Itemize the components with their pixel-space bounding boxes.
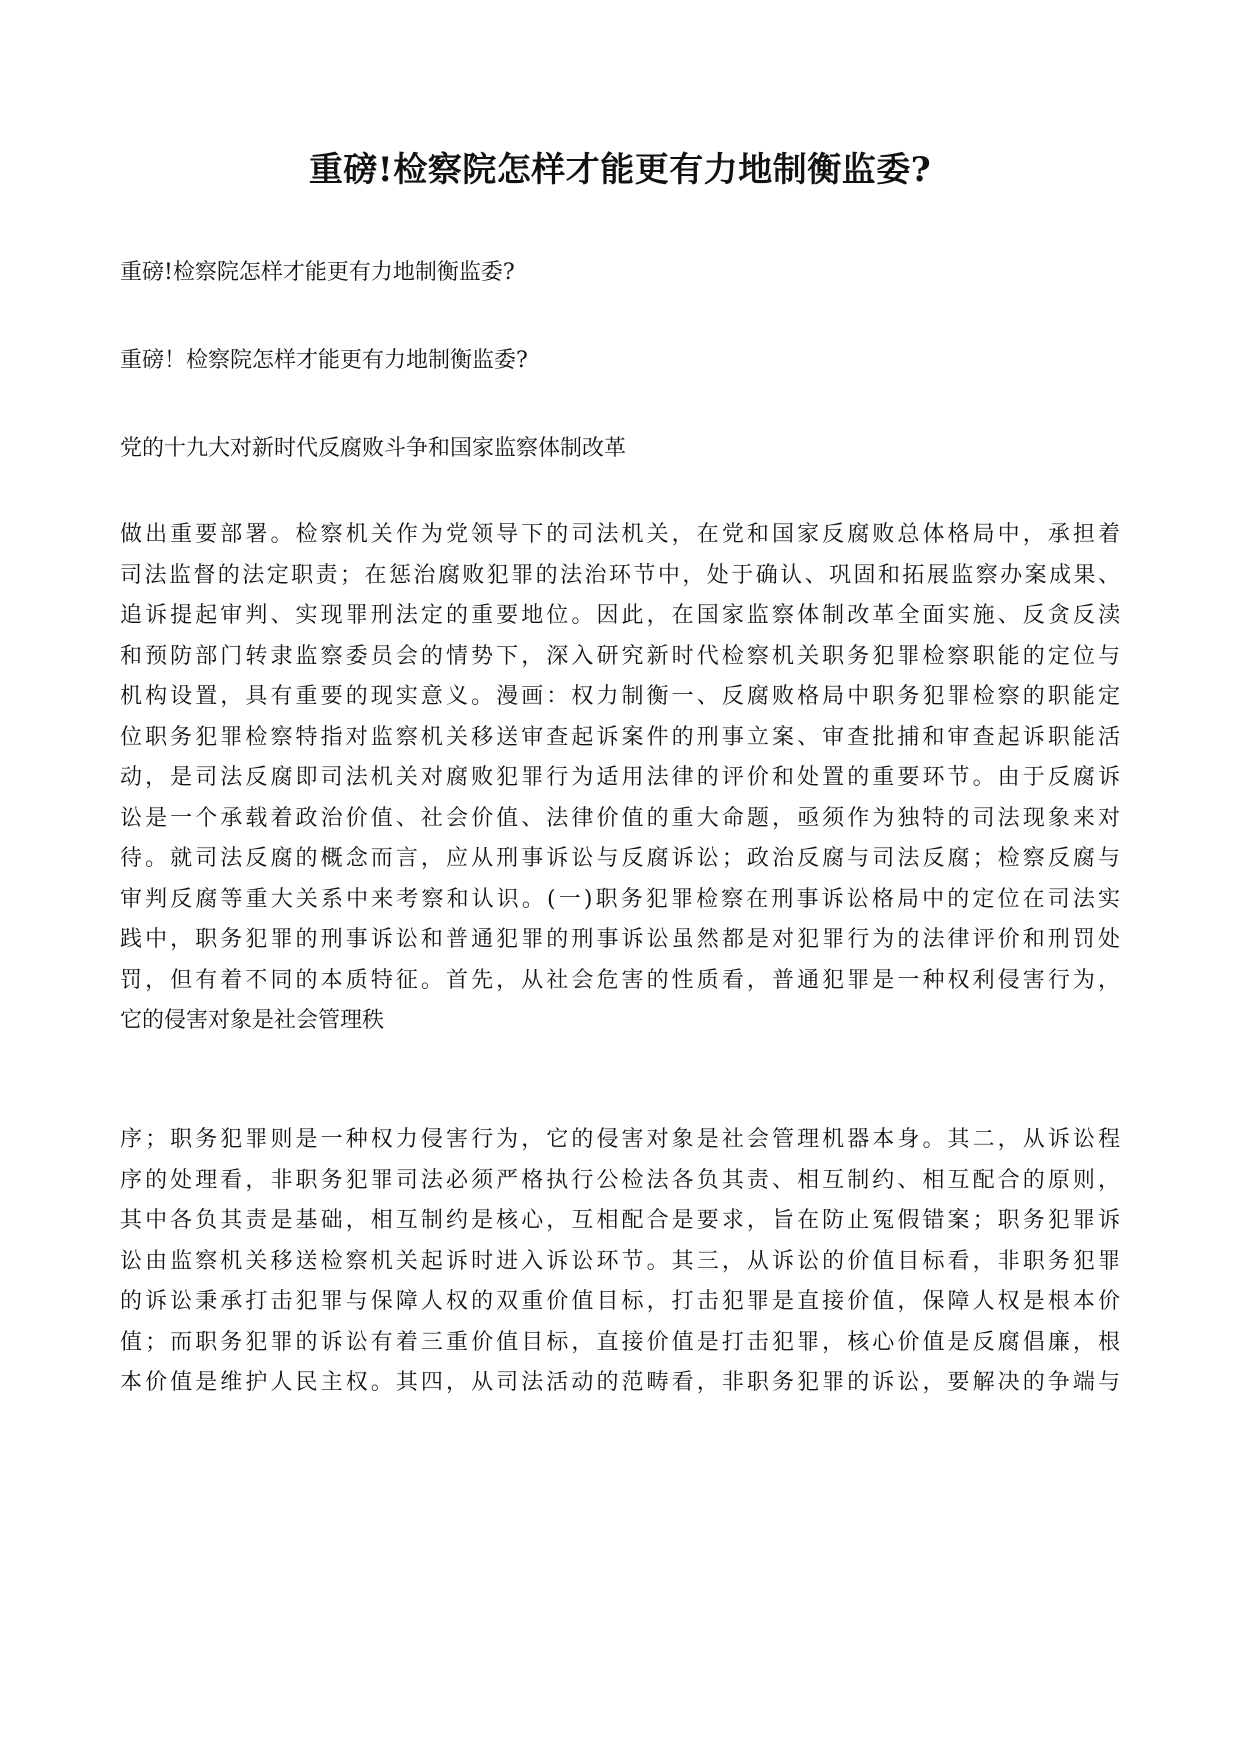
- paragraph-2-line: 序；职务犯罪则是一种权力侵害行为，它的侵害对象是社会管理机器本身。其二，从诉讼程: [120, 1127, 1120, 1152]
- paragraph-1-line: 和预防部门转隶监察委员会的情势下，深入研究新时代检察机关职务犯罪检察职能的定位与: [120, 643, 1120, 669]
- paragraph-1-line: 罚，但有着不同的本质特征。首先，从社会危害的性质看，普通犯罪是一种权利侵害行为，: [120, 967, 1120, 993]
- paragraph-2-line: 本价值是维护人民主权。其四，从司法活动的范畴看，非职务犯罪的诉讼，要解决的争端与: [120, 1370, 1120, 1395]
- paragraph-1-line: 审判反腐等重大关系中来考察和认识。(一)职务犯罪检察在刑事诉讼格局中的定位在司法实: [120, 886, 1120, 912]
- paragraph-1-line: 司法监督的法定职责；在惩治腐败犯罪的法治环节中，处于确认、巩固和拓展监察办案成果、: [120, 562, 1120, 588]
- paragraph-1-line: 待。就司法反腐的概念而言，应从刑事诉讼与反腐诉讼；政治反腐与司法反腐；检察反腐与: [120, 846, 1120, 871]
- paragraph-1-line: 动，是司法反腐即司法机关对腐败犯罪行为适用法律的评价和处置的重要环节。由于反腐诉: [120, 765, 1120, 790]
- paragraph-1-line: 讼是一个承载着政治价值、社会价值、法律价值的重大命题，亟须作为独特的司法现象来对: [120, 805, 1120, 831]
- paragraph-1-line: 机构设置，具有重要的现实意义。漫画：权力制衡一、反腐败格局中职务犯罪检察的职能定: [120, 684, 1120, 709]
- paragraph-1-line: 做出重要部署。检察机关作为党领导下的司法机关，在党和国家反腐败总体格局中，承担着: [120, 522, 1120, 547]
- paragraph-2-line: 的诉讼秉承打击犯罪与保障人权的双重价值目标，打击犯罪是直接价值，保障人权是根本价: [120, 1289, 1120, 1314]
- paragraph-2-line: 其中各负其责是基础，相互制约是核心，互相配合是要求，旨在防止冤假错案；职务犯罪诉: [120, 1208, 1120, 1233]
- subtitle-line-1: 重磅!检察院怎样才能更有力地制衡监委?: [120, 260, 515, 285]
- body-paragraph-1: [120, 515, 1120, 1042]
- paragraph-2-line: 讼由监察机关移送检察机关起诉时进入诉讼环节。其三，从诉讼的价值目标看，非职务犯罪: [120, 1248, 1120, 1274]
- paragraph-1-line: 践中，职务犯罪的刑事诉讼和普通犯罪的刑事诉讼虽然都是对犯罪行为的法律评价和刑罚处: [120, 927, 1120, 952]
- body-paragraph-2: [120, 1120, 1120, 1404]
- paragraph-2-line: 值；而职务犯罪的诉讼有着三重价值目标，直接价值是打击犯罪，核心价值是反腐倡廉，根: [120, 1329, 1120, 1355]
- document-title: 重磅!检察院怎样才能更有力地制衡监委?: [308, 150, 932, 190]
- paragraph-1-line: 它的侵害对象是社会管理秩: [120, 1008, 385, 1033]
- paragraph-1-line: 位职务犯罪检察特指对监察机关移送审查起诉案件的刑事立案、审查批捕和审查起诉职能活: [120, 724, 1120, 750]
- intro-line: 党的十九大对新时代反腐败斗争和国家监察体制改革: [120, 436, 627, 461]
- subtitle-line-2: 重磅！检察院怎样才能更有力地制衡监委?: [120, 348, 528, 373]
- paragraph-1-line: 追诉提起审判、实现罪刑法定的重要地位。因此，在国家监察体制改革全面实施、反贪反渎: [120, 603, 1120, 628]
- paragraph-2-line: 序的处理看，非职务犯罪司法必须严格执行公检法各负其责、相互制约、相互配合的原则，: [120, 1167, 1120, 1193]
